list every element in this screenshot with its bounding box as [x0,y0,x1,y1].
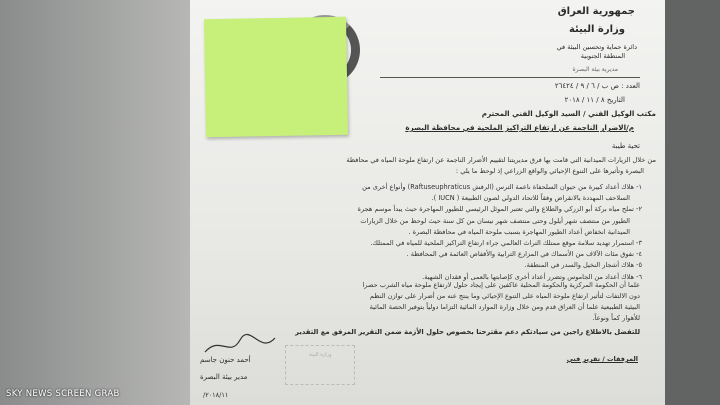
closing-line: علما أن الحكومة المركزية والحكومة المحلية عاكفين على إيجاد حلول لارتفاع ملوحة مياه الشرب حصرا [362,281,640,289]
attachments: المرفقات / تقرير فني [566,355,638,363]
background-left [0,0,200,405]
signatory-title: مدير بيئة البصرة [200,373,248,381]
header-ministry: وزارة البيئة [568,24,625,35]
official-stamp [285,345,355,385]
addressee: مكتب الوكيل الفني / السيد الوكيل الفني المحترم [481,109,656,118]
findings-list [358,182,642,283]
request-line: للتفضل بالاطلاع راجين من سيادتكم دعم مقترحنا بخصوص حلول الأزمة ضمن التقرير المرفق مع التقدير [295,328,640,336]
closing-line: للأهوار كماً ونوعاً. [592,314,640,322]
background-right [660,0,720,405]
signatory-date: ٢٠١٨/١١/ [203,391,229,399]
intro-paragraph [346,155,656,177]
list-item: الطيور من منتصف شهر أيلول وحتى منتصف شهر نيسان من كل سنة حيث لوحظ من خلال الزيارات [360,216,630,225]
sticky-note [204,17,348,137]
stamp-text: وزارة البيئة [308,352,332,358]
header-directorate: مديرية بيئة البصرة [572,66,618,73]
list-item: ١- هلاك أعداد كبيرة من حيوان السلحفاة ناعمة الترس (الرفش Raftuseuphraticus) وأنواع أخرى من [362,183,642,191]
list-item: ٤- نفوق مئات الآلاف من الأسماك في المزارع الترابية والأقفاص العائمة في المحافظة . [406,250,642,259]
greeting: تحية طيبة [611,142,640,150]
subject: م/الاضرار الناجمة عن ارتفاع التراكيز الملحية في محافظة البصرة [405,123,634,132]
header-department-1: دائرة حماية وتحسين البيئة في [556,43,637,51]
header-divider [380,77,640,78]
reference-number: العدد : ص ب / ٦ / ٩ / ٢٦٤٢٤ [554,82,640,90]
closing-line: دون الالتفات لتأثير ارتفاع ملوحة المياه على التنوع الإحيائي وما ينتج عنه من أضرار على توازن النظم [369,292,640,300]
watermark: SKY NEWS SCREEN GRAB [6,389,120,399]
list-item: ٢- تملح مياه بركة أبو الزركي والطلاع والتي تعتبر الموئل الرئيسي للطيور المهاجرة حيث يبدأ موسم هجرة [357,205,642,214]
reference-date: التاريخ ٨ / ١١ / ٢٠١٨ [564,96,625,104]
closing-line: البيئية الطبيعية علما أن العراق قدم ومن خلال وزارة الموارد المائية التزاما دولياً بتوفير الحصة المائية [369,303,640,311]
list-item: ٣- استمرار تهديد سلامة موقع ممتلك التراث العالمي جراء ارتفاع التراكيز الملحية للمياه في الممتلك. [370,239,642,248]
intro-line: من خلال الزيارات الميدانية التي قامت بها فرق مديريتنا لتقييم الأضرار الناجمة عن ارتفاع ملوحة المياه في محافظة [346,156,656,164]
header-department-2: المنطقة الجنوبية [580,52,625,60]
signatory-name: أحمد حنون جاسم [200,356,251,364]
header-country: جمهورية العراق [557,6,635,17]
intro-line: البصرة وتأثيرها على التنوع الإحيائي والواقع الزراعي إذ لوحظ ما يلي : [455,167,644,175]
list-item: ٥- هلاك أشجار النخيل والسدر في المنطقة. [524,261,642,270]
closing-paragraph [362,280,640,324]
list-item: ٦- هلاك أعداد من الجاموس وتضرر أعداد أخرى كإصابتها بالعمى أو فقدان الشهية. [422,272,642,281]
list-item: الميدانية انخفاض أعداد الطيور المهاجرة بسبب ملوحة المياه في محافظة البصرة . [408,227,630,236]
list-item: السلاحف المهددة بالانقراض وفقاً للاتحاد الدولي لصون الطبيعة ( IUCN ). [431,194,630,203]
